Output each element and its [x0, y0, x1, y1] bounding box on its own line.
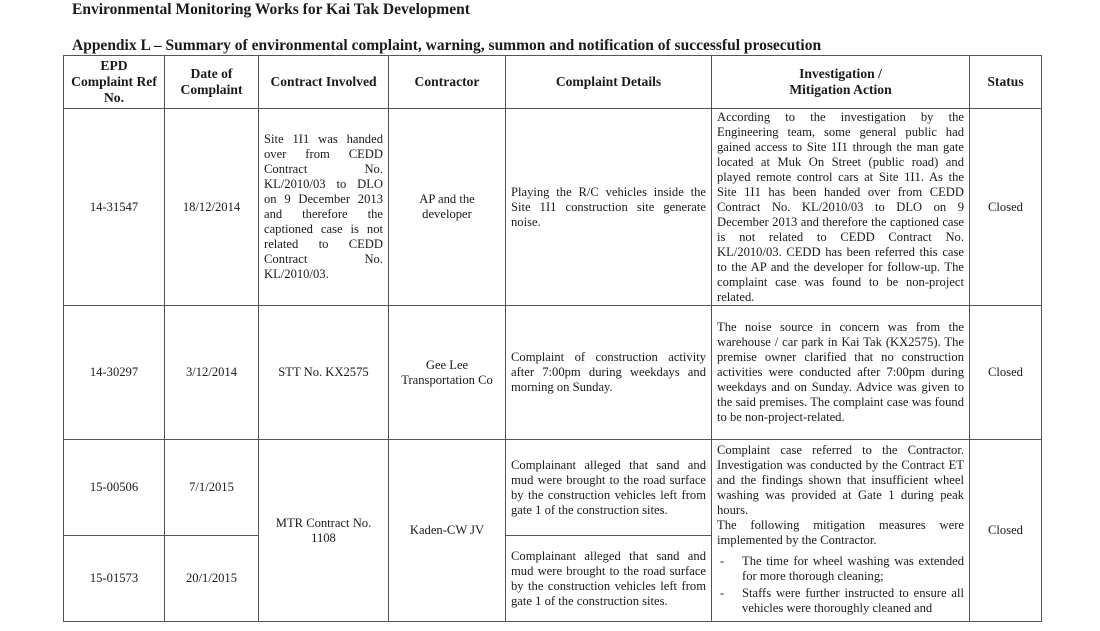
appendix-title: Appendix L – Summary of environmental complaint, warning, summon and notification of successful prosecution	[72, 37, 822, 54]
cell-contract: Site 1I1 was handed over from CEDD Contract No. KL/2010/03 to DLO on 9 December 2013 and therefore the captioned case is not related to CEDD Contract No. KL/2010/03.	[259, 109, 389, 306]
header-date: Date of Complaint	[165, 56, 259, 109]
cell-contractor-group: Kaden-CW JV	[389, 440, 506, 622]
cell-contractor: AP and the developer	[389, 109, 506, 306]
header-investigation	[712, 56, 970, 109]
investigation-intro: Complaint case referred to the Contractor. Investigation was conducted by the Contract ET and the findings shown that insufficient wheel washing was provided at Gate 1 during peak hours.	[717, 443, 964, 517]
cell-investigation-group	[712, 440, 970, 622]
cell-ref: 15-00506	[64, 440, 165, 536]
cell-date: 7/1/2015	[165, 440, 259, 536]
measure-text: Staffs were further instructed to ensure all vehicles were thoroughly cleaned and	[742, 586, 964, 615]
cell-contract-group: MTR Contract No. 1108	[259, 440, 389, 622]
header-contract: Contract Involved	[259, 56, 389, 109]
bullet-dash: -	[720, 554, 725, 568]
header-status: Status	[970, 56, 1042, 109]
cell-details: Complaint of construction activity after 7:00pm during weekdays and morning on Sunday.	[506, 306, 712, 440]
table-row	[64, 109, 1042, 306]
cell-status-group: Closed	[970, 440, 1042, 622]
list-item	[717, 586, 964, 616]
mitigation-measures-list	[717, 554, 964, 616]
header-investigation-line2: Mitigation Action	[789, 82, 892, 97]
cell-ref: 14-31547	[64, 109, 165, 306]
cell-details: Playing the R/C vehicles inside the Site 1I1 construction site generate noise.	[506, 109, 712, 306]
header-investigation-line1: Investigation /	[799, 66, 882, 81]
table-header-row	[64, 56, 1042, 109]
cell-details: Complainant alleged that sand and mud were brought to the road surface by the construction vehicles left from gate 1 of the construction sites.	[506, 440, 712, 536]
cell-date: 3/12/2014	[165, 306, 259, 440]
cell-status: Closed	[970, 109, 1042, 306]
header-contractor: Contractor	[389, 56, 506, 109]
cell-status: Closed	[970, 306, 1042, 440]
cell-investigation: According to the investigation by the Engineering team, some general public had gained access to Site 1I1 through the man gate located at Muk On Street (public road) and played remote control cars at Site 1I1. As the Site 1I1 has been handed over from CEDD Contract No. KL/2010/03 to DLO on 9 December 2013 and therefore the captioned case is not related to CEDD Contract No. KL/2010/03. CEDD has been referred this case to the AP and the developer for follow-up. The complaint case was found to be non-project related.	[712, 109, 970, 306]
cell-contractor: Gee Lee Transportation Co	[389, 306, 506, 440]
bullet-dash: -	[720, 586, 725, 600]
cell-date: 20/1/2015	[165, 536, 259, 622]
header-details: Complaint Details	[506, 56, 712, 109]
cell-details: Complainant alleged that sand and mud were brought to the road surface by the construction vehicles left from gate 1 of the construction sites.	[506, 536, 712, 622]
cell-ref: 15-01573	[64, 536, 165, 622]
cell-date: 18/12/2014	[165, 109, 259, 306]
cell-investigation: The noise source in concern was from the warehouse / car park in Kai Tak (KX2575). The premise owner clarified that no construction activities were conducted after 7:00pm during weekdays and on Sunday. Advice was given to the said premises. The complaint case was found to be non-project-related.	[712, 306, 970, 440]
investigation-measures-intro: The following mitigation measures were implemented by the Contractor.	[717, 518, 964, 547]
document-title: Environmental Monitoring Works for Kai Tak Development	[72, 1, 470, 18]
cell-contract: STT No. KX2575	[259, 306, 389, 440]
list-item	[717, 554, 964, 584]
measure-text: The time for wheel washing was extended for more thorough cleaning;	[742, 554, 964, 583]
table-row	[64, 440, 1042, 536]
header-ref: EPD Complaint Ref No.	[64, 56, 165, 109]
complaint-summary-table	[63, 55, 1042, 622]
table-row	[64, 306, 1042, 440]
cell-ref: 14-30297	[64, 306, 165, 440]
